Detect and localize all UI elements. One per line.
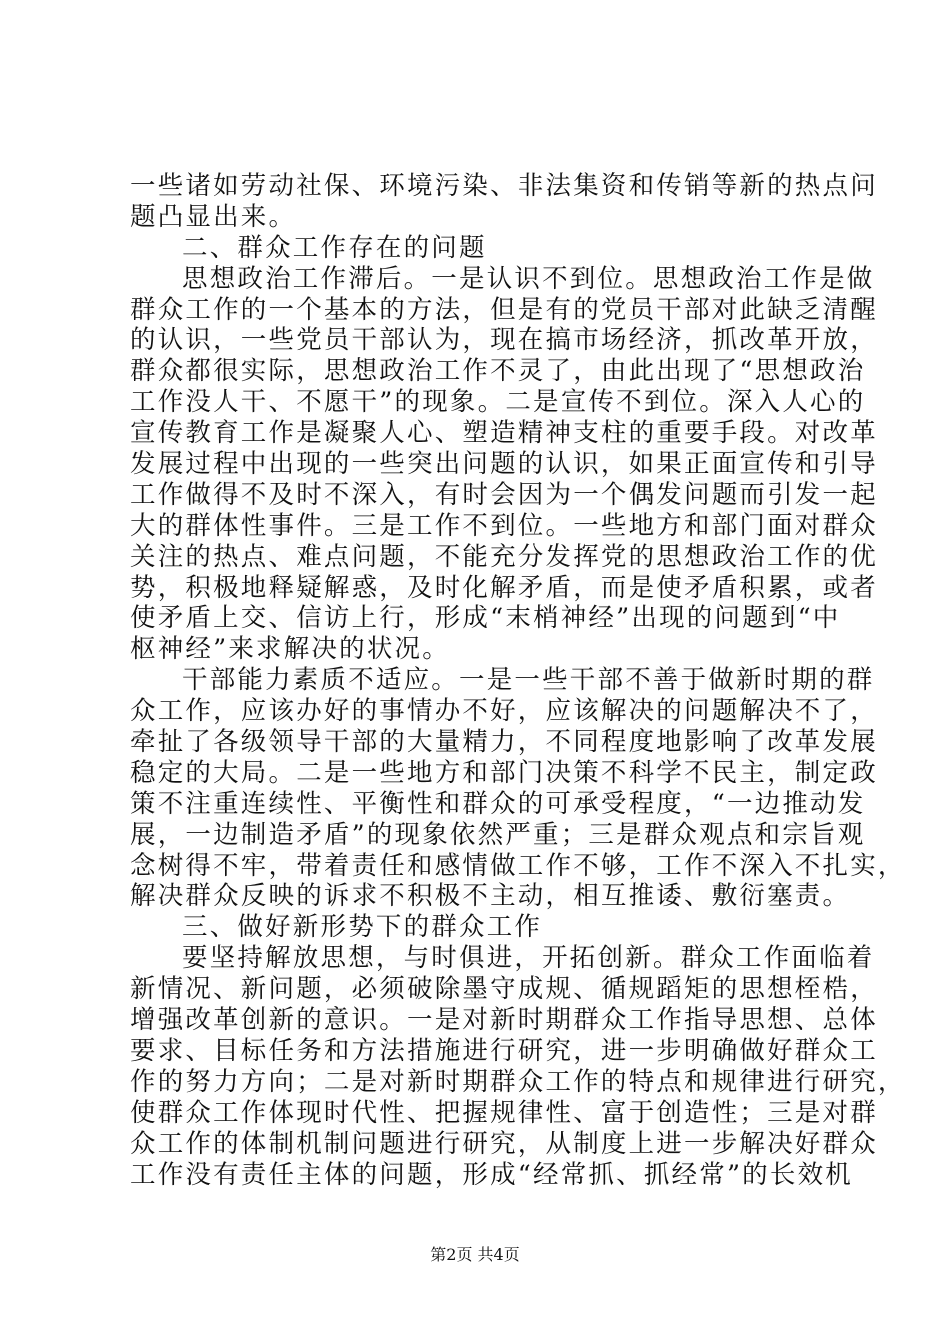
paragraph-line: 关注的热点、难点问题，不能充分发挥党的思想政治工作的优 [130,541,878,572]
paragraph-line: 发展过程中出现的一些突出问题的认识，如果正面宣传和引导 [130,449,878,480]
paragraph-line: 众工作，应该办好的事情办不好，应该解决的问题解决不了， [130,696,878,727]
page-number-footer: 第2页 共4页 [430,1245,520,1264]
paragraph-line: 的认识，一些党员干部认为，现在搞市场经济，抓改革开放， [130,325,878,356]
paragraph-line: 思想政治工作滞后。一是认识不到位。思想政治工作是做 [182,263,875,294]
paragraph-line: 稳定的大局。二是一些地方和部门决策不科学不民主，制定政 [130,757,878,788]
paragraph-line: 要坚持解放思想，与时俱进，开拓创新。群众工作面临着 [182,943,875,974]
paragraph-line: 群众工作的一个基本的方法，但是有的党员干部对此缺乏清醒 [130,294,878,325]
paragraph-line: 使矛盾上交、信访上行，形成“末梢神经”出现的问题到“中 [130,603,841,634]
paragraph-line: 新情况、新问题，必须破除墨守成规、循规蹈矩的思想桎梏， [130,974,878,1005]
paragraph-line: 要求、目标任务和方法措施进行研究，进一步明确做好群众工 [130,1035,878,1066]
paragraph-line: 大的群体性事件。三是工作不到位。一些地方和部门面对群众 [130,510,878,541]
paragraph-line: 众工作的体制机制问题进行研究，从制度上进一步解决好群众 [130,1128,878,1159]
paragraph-line: 宣传教育工作是凝聚人心、塑造精神支柱的重要手段。对改革 [130,418,878,449]
paragraph-line: 作的努力方向；二是对新时期群众工作的特点和规律进行研究， [130,1066,906,1097]
document-body [130,171,906,1190]
paragraph-line: 群众都很实际，思想政治工作不灵了，由此出现了“思想政治 [130,356,866,387]
paragraph-line: 展，一边制造矛盾”的现象依然严重；三是群众观点和宗旨观 [130,819,866,850]
paragraph-line: 策不注重连续性、平衡性和群众的可承受程度，“一边推动发 [130,788,866,819]
paragraph-line: 增强改革创新的意识。一是对新时期群众工作指导思想、总体 [130,1005,878,1036]
paragraph-line: 干部能力素质不适应。一是一些干部不善于做新时期的群 [182,665,875,696]
paragraph-line: 题凸显出来。 [130,201,297,232]
section-heading: 二、群众工作存在的问题 [182,232,487,263]
paragraph-line: 势，积极地释疑解惑，及时化解矛盾，而是使矛盾积累，或者 [130,572,878,603]
section-heading: 三、做好新形势下的群众工作 [182,912,543,943]
paragraph-line: 牵扯了各级领导干部的大量精力，不同程度地影响了改革发展 [130,727,878,758]
paragraph-line: 一些诸如劳动社保、环境污染、非法集资和传销等新的热点问 [130,171,878,201]
paragraph-line: 念树得不牢，带着责任和感情做工作不够，工作不深入不扎实， [130,850,906,881]
paragraph-line: 工作没人干、不愿干”的现象。二是宣传不到位。深入人心的 [130,387,866,418]
paragraph-line: 工作没有责任主体的问题，形成“经常抓、抓经常”的长效机 [130,1159,853,1190]
paragraph-line: 枢神经”来求解决的状况。 [130,634,450,665]
paragraph-line: 使群众工作体现时代性、把握规律性、富于创造性；三是对群 [130,1097,878,1128]
paragraph-line: 解决群众反映的诉求不积极不主动，相互推诿、敷衍塞责。 [130,881,851,912]
paragraph-line: 工作做得不及时不深入，有时会因为一个偶发问题而引发一起 [130,479,878,510]
